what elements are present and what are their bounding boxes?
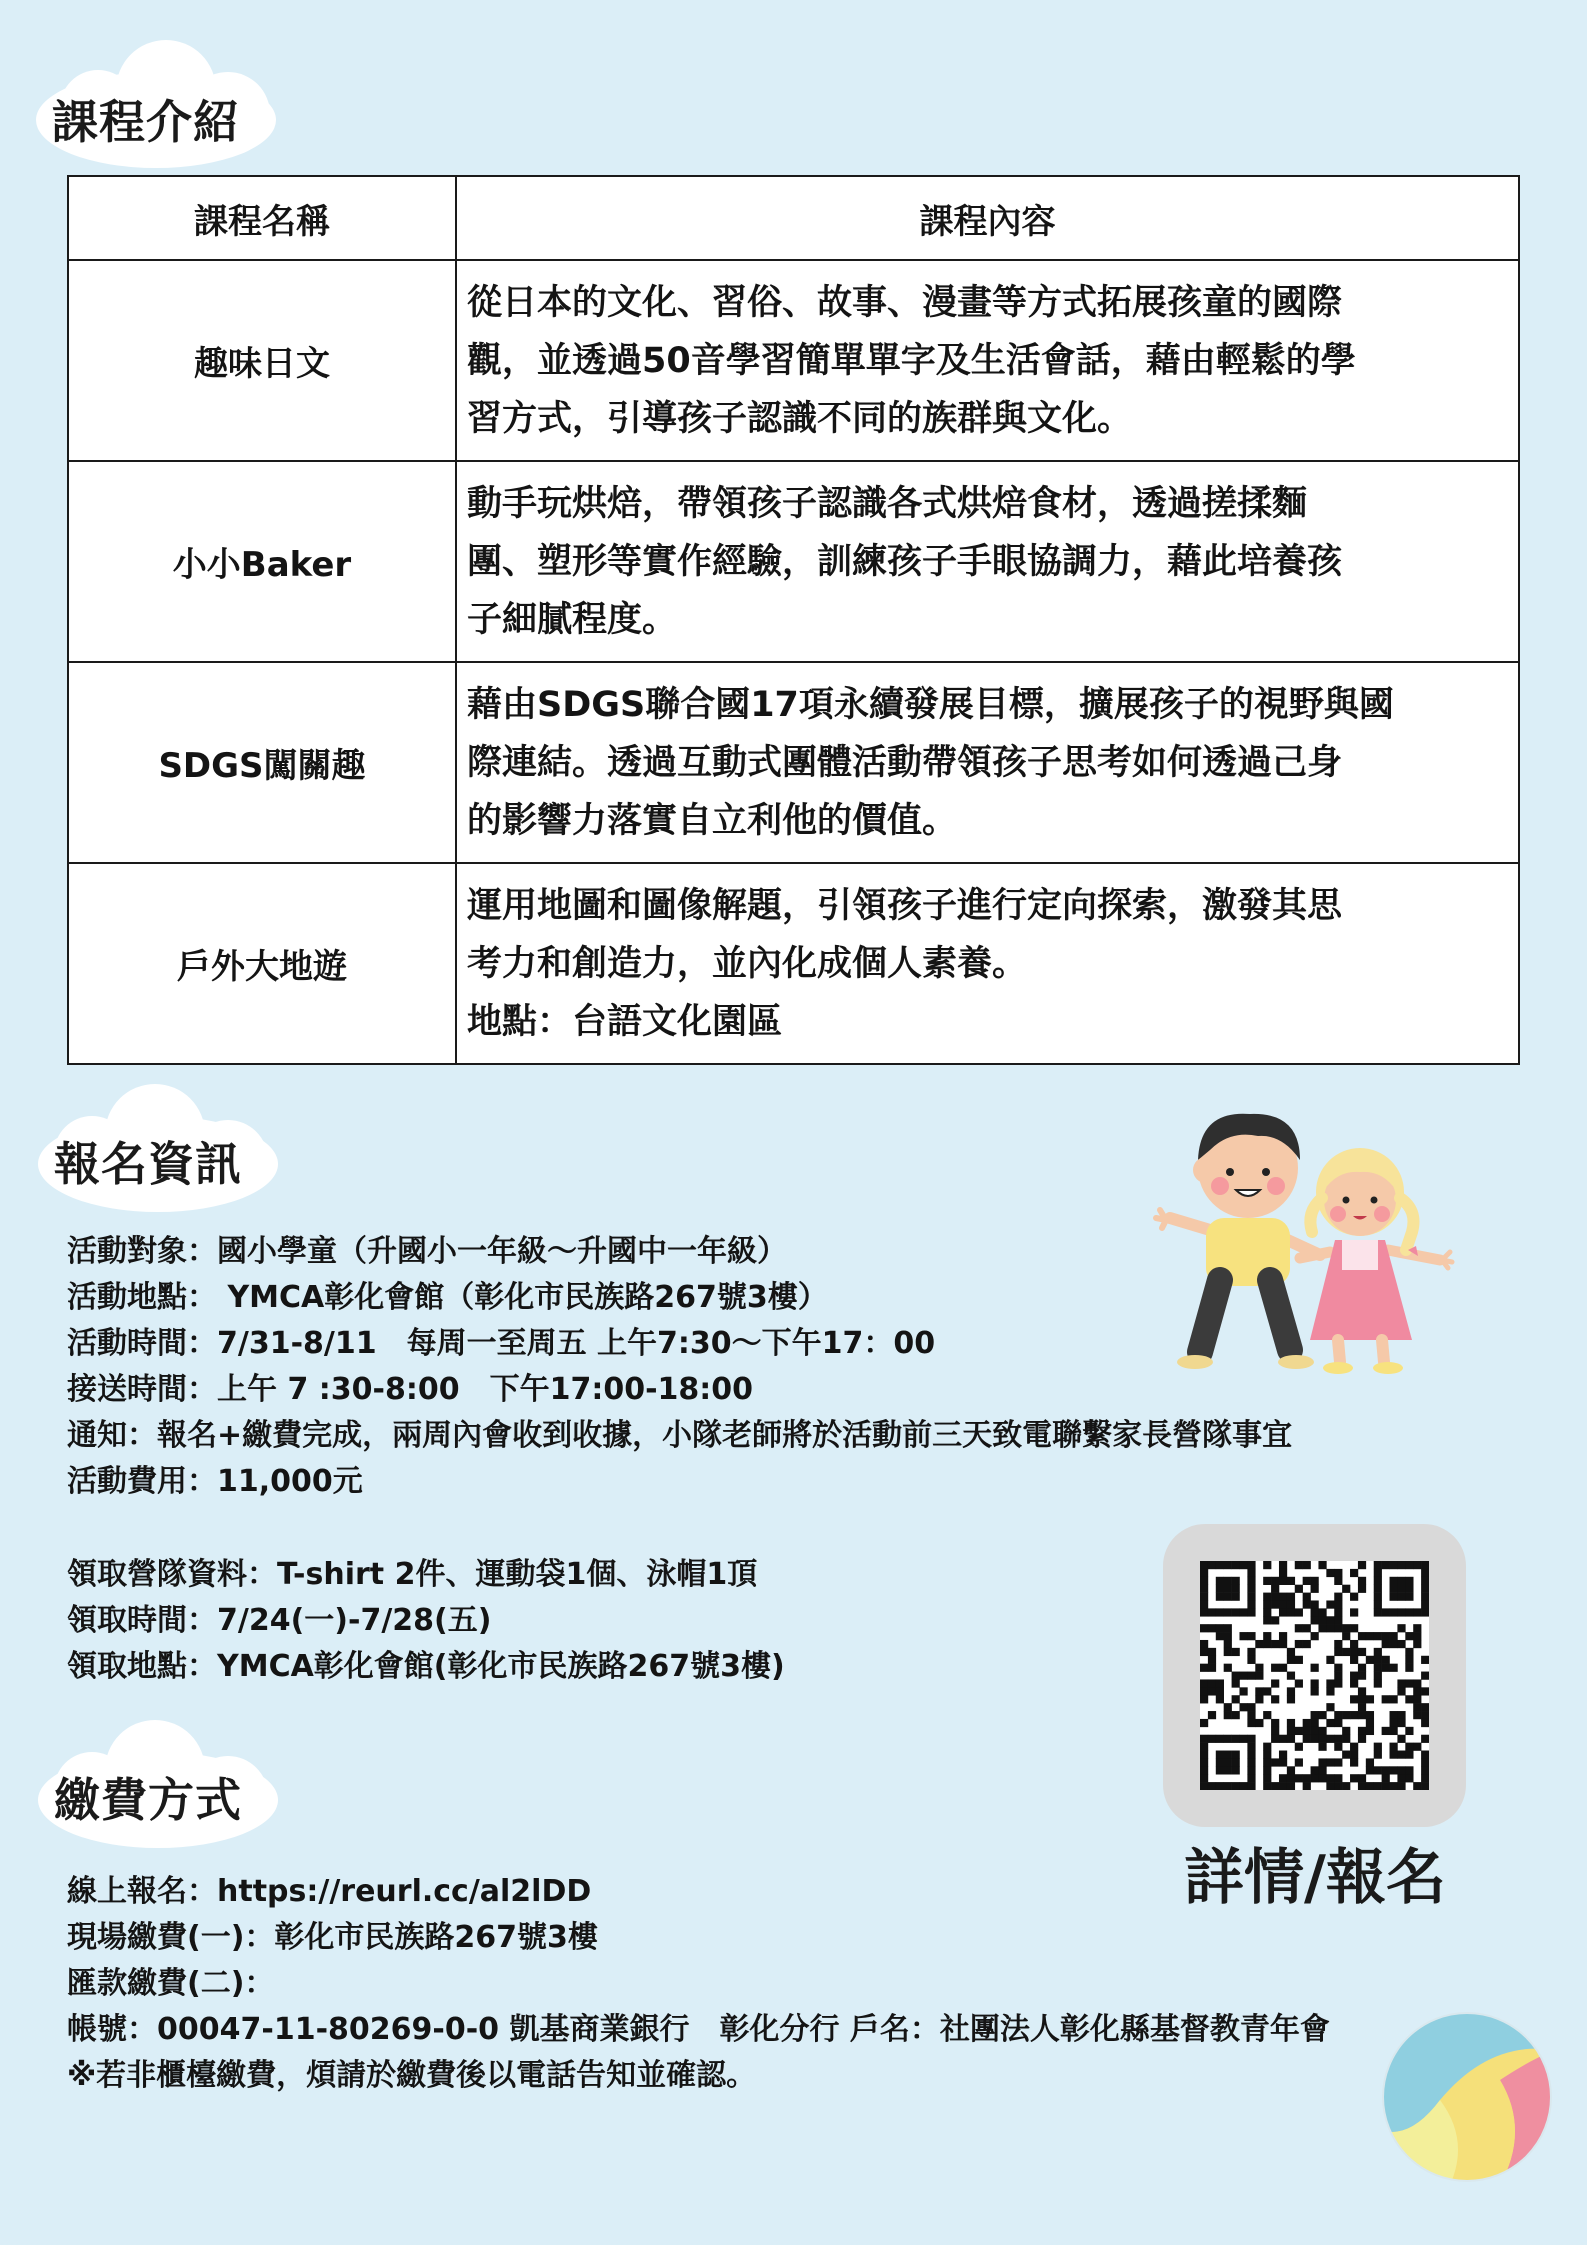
course-content bbox=[456, 260, 1519, 461]
girl-figure bbox=[1300, 1148, 1452, 1374]
signup-info-line: 接送時間：上午 7 :30-8:00 下午17:00-18:00 bbox=[67, 1372, 754, 1407]
signup-info-line: 活動地點： YMCA彰化會館（彰化市民族路267號3樓） bbox=[67, 1280, 828, 1315]
qr-code[interactable] bbox=[1200, 1561, 1429, 1790]
course-content-line: 動手玩烘焙，帶領孩子認識各式烘焙食材，透過搓揉麵 bbox=[467, 483, 1308, 524]
payment-info-line: ※若非櫃檯繳費，煩請於繳費後以電話告知並確認。 bbox=[67, 2058, 757, 2093]
payment-info-list bbox=[67, 1869, 1330, 2099]
course-content-line: 運用地圖和圖像解題，引領孩子進行定向探索，激發其思 bbox=[467, 885, 1343, 926]
course-content-line: 習方式，引導孩子認識不同的族群與文化。 bbox=[467, 398, 1133, 439]
signup-info-line: 活動費用：11,000元 bbox=[67, 1464, 363, 1499]
course-table bbox=[67, 175, 1520, 1065]
course-content-line: 子細膩程度。 bbox=[467, 599, 678, 640]
payment-info-line: 帳號：00047-11-80269-0-0 凱基商業銀行 彰化分行 戶名：社團法人彰化縣基督教青年會 bbox=[67, 2012, 1330, 2047]
signup-info-list bbox=[67, 1229, 1292, 1505]
table-row bbox=[68, 662, 1519, 863]
table-row bbox=[68, 863, 1519, 1064]
table-row bbox=[68, 461, 1519, 662]
course-content-line: 團、塑形等實作經驗，訓練孩子手眼協調力，藉此培養孩 bbox=[467, 541, 1343, 582]
pickup-info-line: 領取營隊資料：T-shirt 2件、運動袋1個、泳帽1頂 bbox=[67, 1557, 758, 1592]
pickup-info-line: 領取時間：7/24(一)-7/28(五) bbox=[67, 1603, 492, 1638]
course-content bbox=[456, 863, 1519, 1064]
course-name: 戶外大地遊 bbox=[68, 863, 456, 1064]
qr-code-frame bbox=[1163, 1524, 1466, 1827]
pickup-info-line: 領取地點：YMCA彰化會館(彰化市民族路267號3樓) bbox=[67, 1649, 785, 1684]
payment-section-title: 繳費方式 bbox=[54, 1773, 242, 1827]
signup-info-line: 通知：報名+繳費完成，兩周內會收到收據，小隊老師將於活動前三天致電聯繫家長營隊事宜 bbox=[67, 1418, 1293, 1453]
payment-link[interactable]: 線上報名：https://reurl.cc/al2lDD bbox=[67, 1874, 592, 1909]
course-content-line: 際連結。透過互動式團體活動帶領孩子思考如何透過己身 bbox=[467, 742, 1343, 783]
boy-figure bbox=[1156, 1114, 1320, 1369]
header-course-name: 課程名稱 bbox=[68, 176, 456, 260]
course-name: 趣味日文 bbox=[68, 260, 456, 461]
kids-illustration bbox=[1150, 1100, 1510, 1385]
course-content-line: 從日本的文化、習俗、故事、漫畫等方式拓展孩童的國際 bbox=[467, 282, 1343, 323]
pickup-info-list bbox=[67, 1552, 785, 1690]
table-row bbox=[68, 260, 1519, 461]
course-content bbox=[456, 662, 1519, 863]
signup-section-title: 報名資訊 bbox=[54, 1137, 242, 1191]
course-content-line: 地點：台語文化園區 bbox=[467, 1001, 783, 1042]
table-header-row bbox=[68, 176, 1519, 260]
payment-info-line: 現場繳費(一)：彰化市民族路267號3樓 bbox=[67, 1920, 598, 1955]
payment-info-line: 匯款繳費(二)： bbox=[67, 1966, 275, 2001]
course-name: SDGS闖關趣 bbox=[68, 662, 456, 863]
course-name: 小小Baker bbox=[68, 461, 456, 662]
course-content-line: 考力和創造力，並內化成個人素養。 bbox=[467, 943, 1028, 984]
course-content bbox=[456, 461, 1519, 662]
signup-info-line: 活動對象：國小學童（升國小一年級～升國中一年級） bbox=[67, 1234, 787, 1269]
qr-caption: 詳情/報名 bbox=[1184, 1843, 1446, 1913]
beach-ball-decoration bbox=[1380, 2010, 1555, 2185]
course-content-line: 藉由SDGS聯合國17項永續發展目標，擴展孩子的視野與國 bbox=[467, 684, 1394, 725]
header-course-content: 課程內容 bbox=[456, 176, 1519, 260]
course-content-line: 觀，並透過50音學習簡單單字及生活會話，藉由輕鬆的學 bbox=[467, 340, 1356, 381]
course-content-line: 的影響力落實自立利他的價值。 bbox=[467, 800, 958, 841]
signup-info-line: 活動時間：7/31-8/11 每周一至周五 上午7:30～下午17：00 bbox=[67, 1326, 936, 1361]
course-section-title: 課程介紹 bbox=[52, 95, 240, 149]
